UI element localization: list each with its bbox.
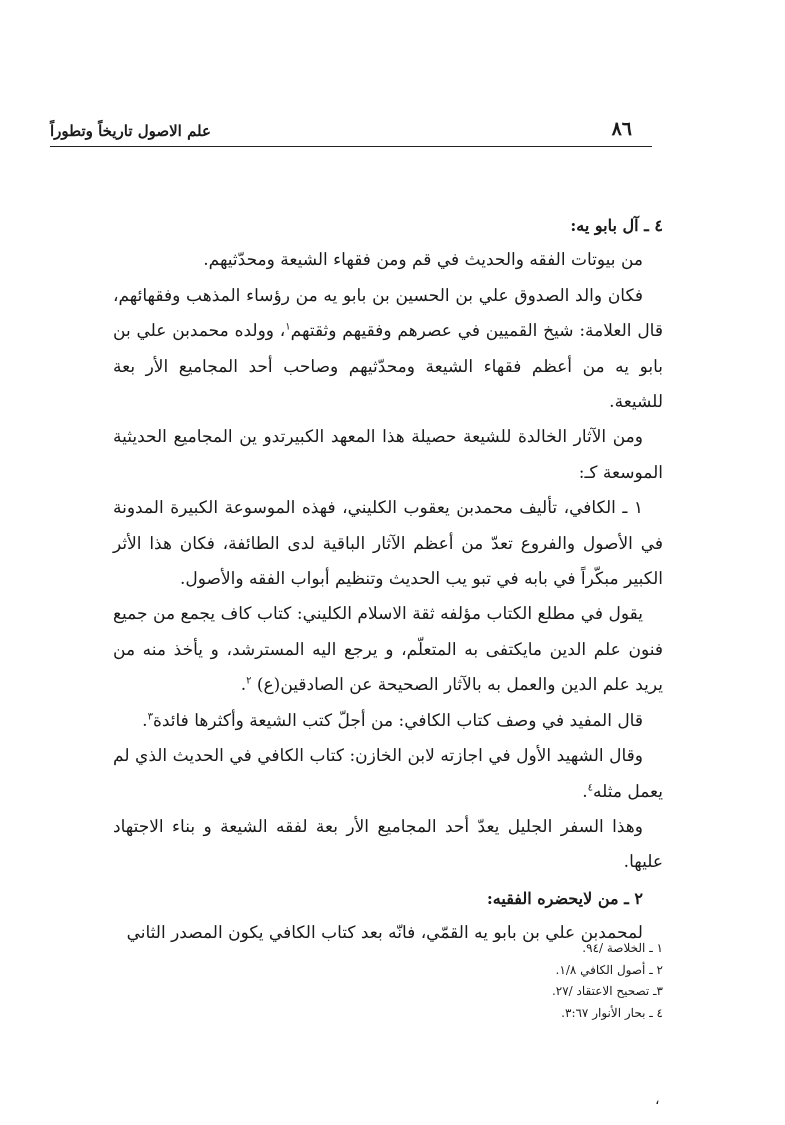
- subheading: ٢ ـ من لايحضره الفقيه:: [486, 888, 643, 908]
- paragraph: [113, 597, 663, 703]
- footnote-ref: ٣: [147, 711, 153, 723]
- paragraph-text: وقال الشهيد الأول في اجازته لابن الخازن: كتاب الكافي في الحديث الذي لم يعمل مثله: [113, 746, 663, 802]
- footnote-ref: ٢: [246, 675, 252, 687]
- paragraph-text: قال المفيد في وصف كتاب الكافي: من أجلّ كتب الشيعة وأكثرها فائدة: [152, 710, 643, 731]
- paragraph-text: يقول في مطلع الكتاب مؤلفه ثقة الاسلام الكليني: كتاب كاف يجمع من جميع فنون علم الدين مايكتفى به المتعلّم، و يرجع اليه المسترشد، و يأخذ منه من يريد علم الدين والعمل به بالآثار الصحيحة عن الصادقين(ع): [113, 604, 663, 696]
- section-heading: ٤ ـ آل بابو يه:: [570, 216, 663, 235]
- paragraph: ومن الآثار الخالدة للشيعة حصيلة هذا المعهد الكبيرتدو ين المجاميع الحديثية الموسعة كـ:: [113, 427, 663, 483]
- footnote: ١ ـ الخلاصة /٩٤.: [582, 941, 663, 955]
- header-rule: [50, 146, 652, 147]
- footnote-ref: ٤: [587, 781, 593, 793]
- paragraph: [113, 279, 663, 421]
- page-number: ٨٦: [611, 118, 632, 140]
- period: .: [582, 781, 588, 802]
- period: .: [240, 675, 247, 696]
- paragraph-text: فكان والد الصدوق علي بن الحسين بن بابو يه من رؤساء المذهب وفقهائهم، قال العلامة: شيخ القميين في عصرهم وفقيهم وثقتهم: [113, 285, 663, 342]
- paragraph: [113, 739, 663, 810]
- paragraph: ١ ـ الكافي، تأليف محمدبن يعقوب الكليني، فهذه الموسوعة الكبيرة المدونة في الأصول والفروع تعدّ من أعظم الآثار الباقية لدى الطائفة، فكان هذا الأثر الكبير مبكّراً في بابه في تبو يب الحديث وتنظيم أبواب الفقه والأصول.: [113, 498, 663, 590]
- period: .: [142, 710, 148, 731]
- running-head: [50, 118, 650, 146]
- book-title: علم الاصول تاريخاً وتطوراً: [50, 122, 211, 140]
- paragraph: من بيوتات الفقه والحديث في قم ومن فقهاء الشيعة ومحدّثيهم.: [203, 250, 643, 271]
- footnote: ٤ ـ بحار الأنوار ٣:٦٧.: [561, 1005, 663, 1020]
- paragraph: وهذا السفر الجليل يعدّ أحد المجاميع الأر بعة لفقه الشيعة و بناء الاجتهاد عليها.: [113, 816, 663, 873]
- footnotes: [363, 938, 663, 1024]
- footnote: ٣ـ تصحيح الاعتقاد /٢٧.: [551, 984, 663, 998]
- paragraph-text: ، وولده محمدبن علي بن بابو يه من أعظم فقهاء الشيعة ومحدّثيهم وصاحب أحد المجاميع الأر بعة للشيعة.: [113, 321, 663, 413]
- paragraph: لمحمدبن علي بن بابو يه القمّي، فانّه بعد كتاب الكافي يكون المصدر الثاني: [126, 923, 643, 944]
- paragraph: [113, 704, 663, 739]
- body-text: [113, 208, 663, 952]
- stray-mark: ،: [655, 1092, 660, 1108]
- footnote: ٢ ـ أصول الكافي ١/٨.: [555, 962, 663, 977]
- footnote-ref: ١: [285, 321, 291, 333]
